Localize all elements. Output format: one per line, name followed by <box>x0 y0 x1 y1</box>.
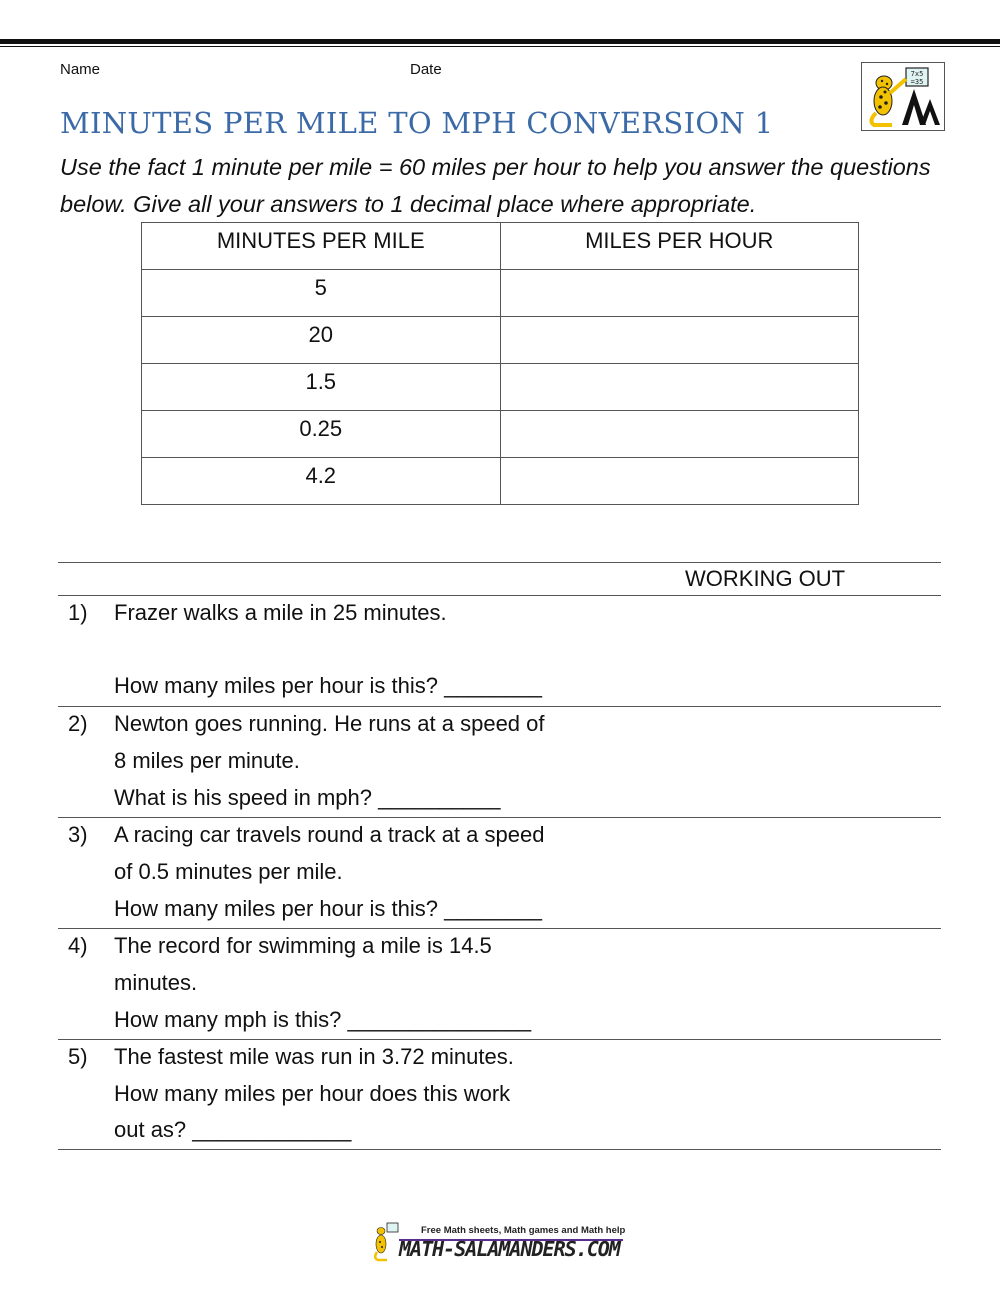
mph-answer-cell[interactable] <box>500 458 859 505</box>
minutes-cell: 0.25 <box>142 411 501 458</box>
question-number: 2) <box>68 711 88 736</box>
question-line: The fastest mile was run in 3.72 minutes. <box>114 1044 514 1069</box>
table-row <box>142 364 859 411</box>
top-rule-thick <box>0 39 1000 44</box>
top-rule-thin <box>0 46 1000 47</box>
footer-brand[interactable] <box>373 1222 627 1264</box>
question-line: 8 miles per minute. <box>114 748 300 773</box>
instructions <box>60 149 960 223</box>
question-answer-line[interactable]: How many miles per hour is this? ________ <box>114 896 543 921</box>
mph-answer-cell[interactable] <box>500 411 859 458</box>
question-line: The record for swimming a mile is 14.5 <box>114 933 492 958</box>
logo-board-line1: 7x5 <box>910 70 924 78</box>
column-header-mph: MILES PER HOUR <box>500 223 859 270</box>
mph-answer-cell[interactable] <box>500 270 859 317</box>
question-number: 4) <box>68 933 88 958</box>
table-row <box>142 458 859 505</box>
mph-answer-cell[interactable] <box>500 317 859 364</box>
question-divider <box>58 928 941 929</box>
table-header-row <box>142 223 859 270</box>
question-divider <box>58 1149 941 1150</box>
instructions-line-2: below. Give all your answers to 1 decimal place where appropriate. <box>60 191 757 217</box>
question-line: A racing car travels round a track at a speed <box>114 822 545 847</box>
question-line: Frazer walks a mile in 25 minutes. <box>114 600 447 625</box>
minutes-cell: 5 <box>142 270 501 317</box>
minutes-cell: 20 <box>142 317 501 364</box>
question-answer-line[interactable]: What is his speed in mph? __________ <box>114 785 501 810</box>
salamander-logo <box>861 62 945 131</box>
section-divider <box>58 595 941 596</box>
column-header-minutes: MINUTES PER MILE <box>142 223 501 270</box>
date-label: Date <box>410 61 442 78</box>
footer-salamander-icon <box>373 1222 399 1262</box>
table-row <box>142 270 859 317</box>
salamander-logo-icon <box>862 63 944 130</box>
question-line: minutes. <box>114 970 198 995</box>
minutes-cell: 4.2 <box>142 458 501 505</box>
question-line: Newton goes running. He runs at a speed of <box>114 711 545 736</box>
conversion-table <box>141 222 859 505</box>
table-row <box>142 317 859 364</box>
question-line: How many miles per hour does this work <box>114 1081 511 1106</box>
logo-board-line2: =35 <box>910 78 924 86</box>
question-divider <box>58 1039 941 1040</box>
question-answer-line[interactable]: out as? _____________ <box>114 1117 352 1142</box>
mph-answer-cell[interactable] <box>500 364 859 411</box>
question-line: of 0.5 minutes per mile. <box>114 859 343 884</box>
footer-brand-name: MATH-SALAMANDERS.COM <box>399 1237 620 1261</box>
question-number: 3) <box>68 822 88 847</box>
question-number: 5) <box>68 1044 88 1069</box>
question-divider <box>58 817 941 818</box>
question-answer-line[interactable]: How many mph is this? _______________ <box>114 1007 532 1032</box>
question-number: 1) <box>68 600 88 625</box>
worksheet-title: MINUTES PER MILE TO MPH CONVERSION 1 <box>60 106 774 140</box>
working-out-heading: WORKING OUT <box>685 566 846 591</box>
section-divider <box>58 562 941 563</box>
table-row <box>142 411 859 458</box>
question-answer-line[interactable]: How many miles per hour is this? ________ <box>114 673 543 698</box>
footer-tagline: Free Math sheets, Math games and Math help <box>421 1225 626 1236</box>
question-divider <box>58 706 941 707</box>
instructions-line-1: Use the fact 1 minute per mile = 60 miles per hour to help you answer the questions <box>60 154 931 180</box>
minutes-cell: 1.5 <box>142 364 501 411</box>
name-label: Name <box>60 61 101 78</box>
